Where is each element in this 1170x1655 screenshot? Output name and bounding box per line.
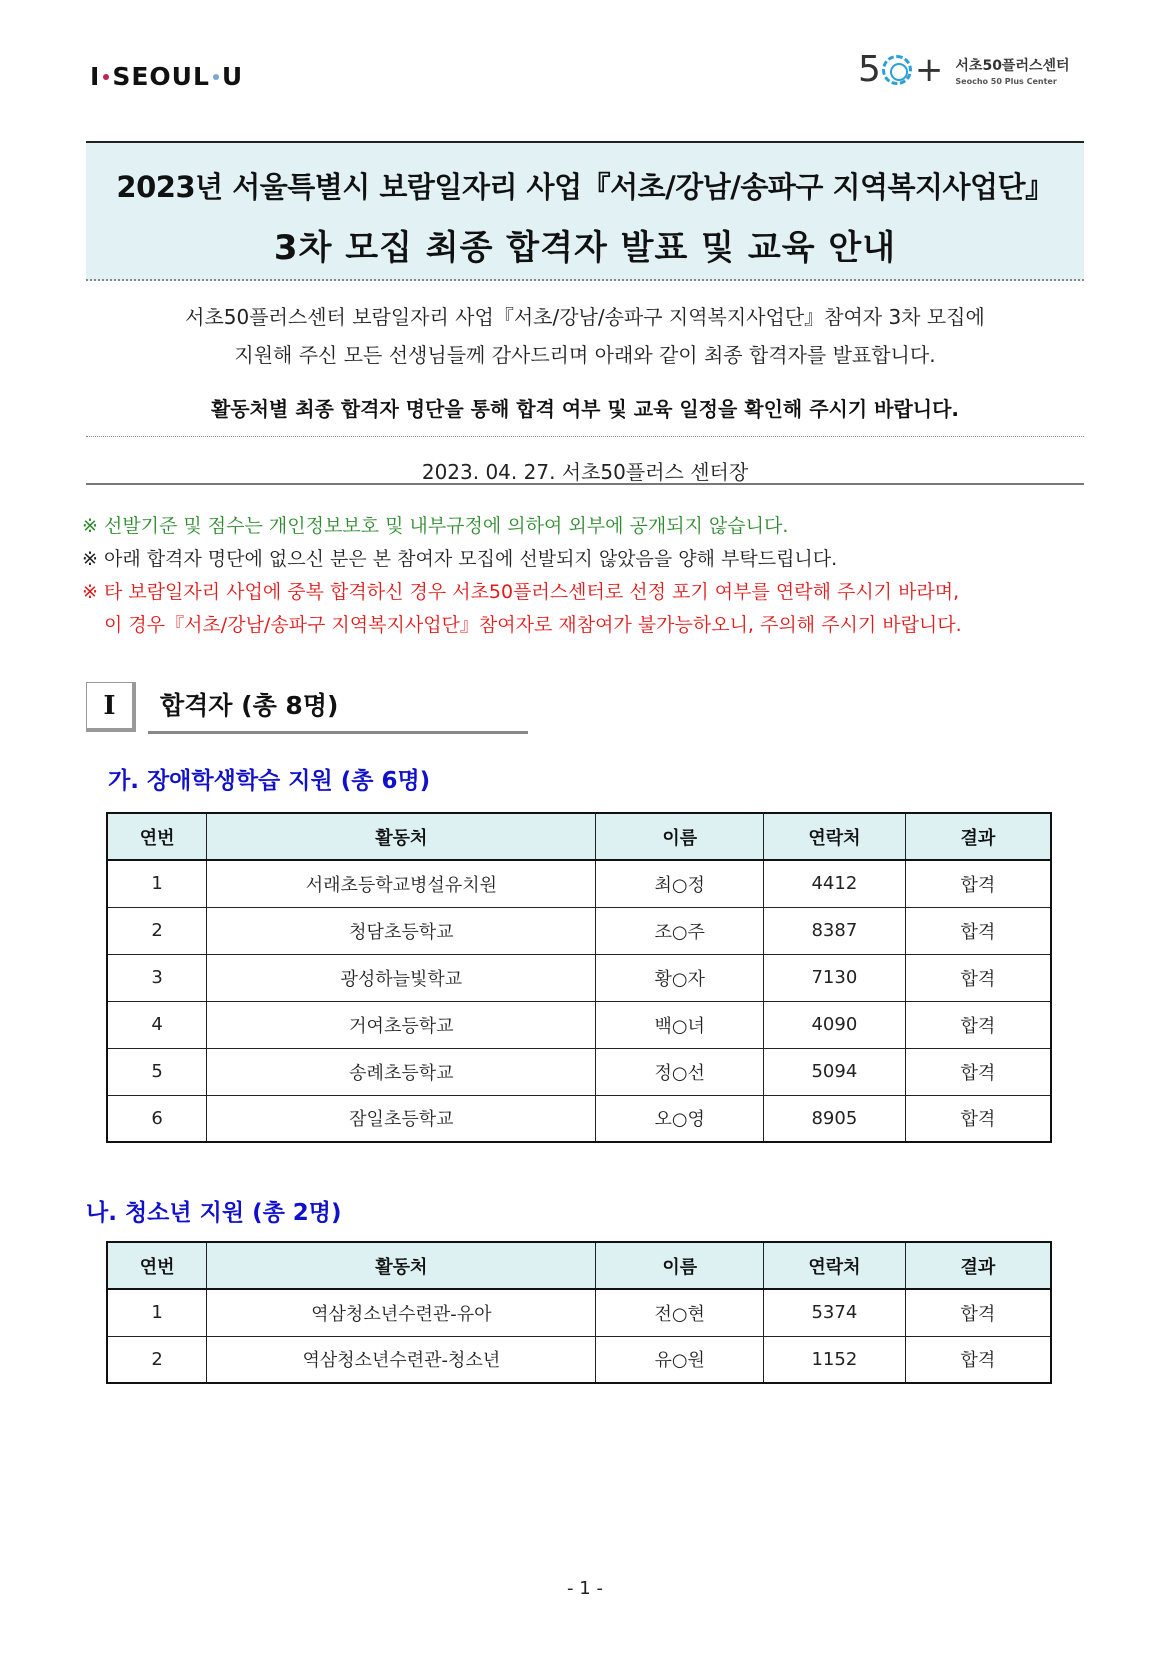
cell-site: 역삼청소년수련관-유아 (207, 1289, 596, 1336)
note-item: ※ 아래 합격자 명단에 없으신 분은 본 참여자 모집에 선발되지 않았음을 양해 부탁드립니다. (82, 548, 838, 570)
page-number: - 1 - (567, 1578, 603, 1599)
logo-name-ko: 서초50플러스센터 (955, 57, 1070, 74)
note-item: ※ 타 보람일자리 사업에 중복 합격하신 경우 서초50플러스센터로 선정 포기 여부를 연락해 주시기 바라며, (82, 581, 960, 603)
group-heading: 나. 청소년 지원 (총 2명) (86, 1200, 342, 1226)
plus-icon: + (914, 50, 944, 90)
cell-index: 2 (107, 907, 207, 954)
cell-site: 서래초등학교병설유치원 (207, 860, 596, 907)
logo-number: 5 (858, 49, 881, 90)
divider (86, 436, 1084, 437)
logo-part-i: I (90, 62, 101, 91)
section-underline (148, 731, 528, 734)
cell-contact: 4090 (764, 1001, 906, 1048)
table-row (107, 1048, 1051, 1095)
cell-contact: 5094 (764, 1048, 906, 1095)
cell-index: 2 (107, 1336, 207, 1383)
cell-contact: 8905 (764, 1095, 906, 1142)
cell-index: 1 (107, 860, 207, 907)
table-row (107, 860, 1051, 907)
seocho-50-plus-logo (858, 49, 1070, 90)
cell-index: 5 (107, 1048, 207, 1095)
cell-name: 백○녀 (596, 1001, 764, 1048)
cell-name: 최○정 (596, 860, 764, 907)
cell-contact: 7130 (764, 954, 906, 1001)
cell-site: 청담초등학교 (207, 907, 596, 954)
cell-result: 합격 (905, 954, 1051, 1001)
table-row (107, 1289, 1051, 1336)
cell-index: 6 (107, 1095, 207, 1142)
section-number-badge: I (86, 682, 136, 732)
note-item: 이 경우『서초/강남/송파구 지역복지사업단』참여자로 재참여가 불가능하오니, 주의해 주시기 바랍니다. (104, 614, 962, 636)
i-seoul-u-logo (90, 62, 243, 91)
section-title: 합격자 (총 8명) (160, 691, 339, 720)
column-header: 연락처 (764, 813, 906, 860)
intro-paragraph (86, 298, 1084, 374)
cell-name: 유○원 (596, 1336, 764, 1383)
column-header: 활동처 (207, 813, 596, 860)
column-header: 활동처 (207, 1242, 596, 1289)
table-row (107, 1001, 1051, 1048)
column-header: 결과 (905, 1242, 1051, 1289)
table-row (107, 1336, 1051, 1383)
cell-name: 전○현 (596, 1289, 764, 1336)
cell-site: 역삼청소년수련관-청소년 (207, 1336, 596, 1383)
note-item: ※ 선발기준 및 점수는 개인정보보호 및 내부규정에 의하여 외부에 공개되지 않습니다. (82, 515, 789, 537)
column-header: 연번 (107, 1242, 207, 1289)
column-header: 이름 (596, 1242, 764, 1289)
cell-name: 조○주 (596, 907, 764, 954)
logo-dot-red (103, 74, 109, 80)
cell-result: 합격 (905, 1336, 1051, 1383)
cell-index: 1 (107, 1289, 207, 1336)
cell-result: 합격 (905, 907, 1051, 954)
table-row (107, 907, 1051, 954)
group-heading: 가. 장애학생학습 지원 (총 6명) (108, 768, 431, 794)
cell-result: 합격 (905, 1095, 1051, 1142)
table-row (107, 954, 1051, 1001)
cell-site: 광성하늘빛학교 (207, 954, 596, 1001)
cell-site: 거여초등학교 (207, 1001, 596, 1048)
target-ring-icon (882, 55, 912, 85)
cell-contact: 4412 (764, 860, 906, 907)
cell-index: 4 (107, 1001, 207, 1048)
roster-table (106, 1241, 1052, 1384)
notes-list (82, 510, 962, 642)
cell-name: 황○자 (596, 954, 764, 1001)
roster-table (106, 812, 1052, 1143)
cell-result: 합격 (905, 860, 1051, 907)
logo-part-seoul: SEOUL (112, 62, 210, 91)
cell-contact: 5374 (764, 1289, 906, 1336)
cell-result: 합격 (905, 1001, 1051, 1048)
column-header: 연번 (107, 813, 207, 860)
cell-result: 합격 (905, 1048, 1051, 1095)
title-line-2: 3차 모집 최종 합격자 발표 및 교육 안내 (273, 228, 897, 268)
intro-line-2: 지원해 주신 모든 선생님들께 감사드리며 아래와 같이 최종 합격자를 발표합니다. (234, 343, 936, 367)
intro-line-1: 서초50플러스센터 보람일자리 사업『서초/강남/송파구 지역복지사업단』참여자 3차 모집에 (185, 305, 985, 329)
cell-result: 합격 (905, 1289, 1051, 1336)
cell-name: 오○영 (596, 1095, 764, 1142)
title-line-1: 2023년 서울특별시 보람일자리 사업『서초/강남/송파구 지역복지사업단』 (116, 170, 1054, 204)
column-header: 연락처 (764, 1242, 906, 1289)
signature-line: 2023. 04. 27. 서초50플러스 센터장 (421, 460, 749, 484)
column-header: 결과 (905, 813, 1051, 860)
cell-contact: 1152 (764, 1336, 906, 1383)
cell-index: 3 (107, 954, 207, 1001)
intro-emphasis: 활동처별 최종 합격자 명단을 통해 합격 여부 및 교육 일정을 확인해 주시기 바랍니다. (210, 397, 960, 421)
cell-site: 잠일초등학교 (207, 1095, 596, 1142)
table-header-row (107, 1242, 1051, 1289)
column-header: 이름 (596, 813, 764, 860)
title-box (86, 141, 1084, 281)
cell-site: 송례초등학교 (207, 1048, 596, 1095)
logo-part-u: U (221, 62, 244, 91)
logo-name-en: Seocho 50 Plus Center (955, 76, 1057, 86)
divider (86, 483, 1084, 485)
cell-name: 정○선 (596, 1048, 764, 1095)
cell-contact: 8387 (764, 907, 906, 954)
logo-dot-blue (213, 74, 219, 80)
table-header-row (107, 813, 1051, 860)
table-row (107, 1095, 1051, 1142)
